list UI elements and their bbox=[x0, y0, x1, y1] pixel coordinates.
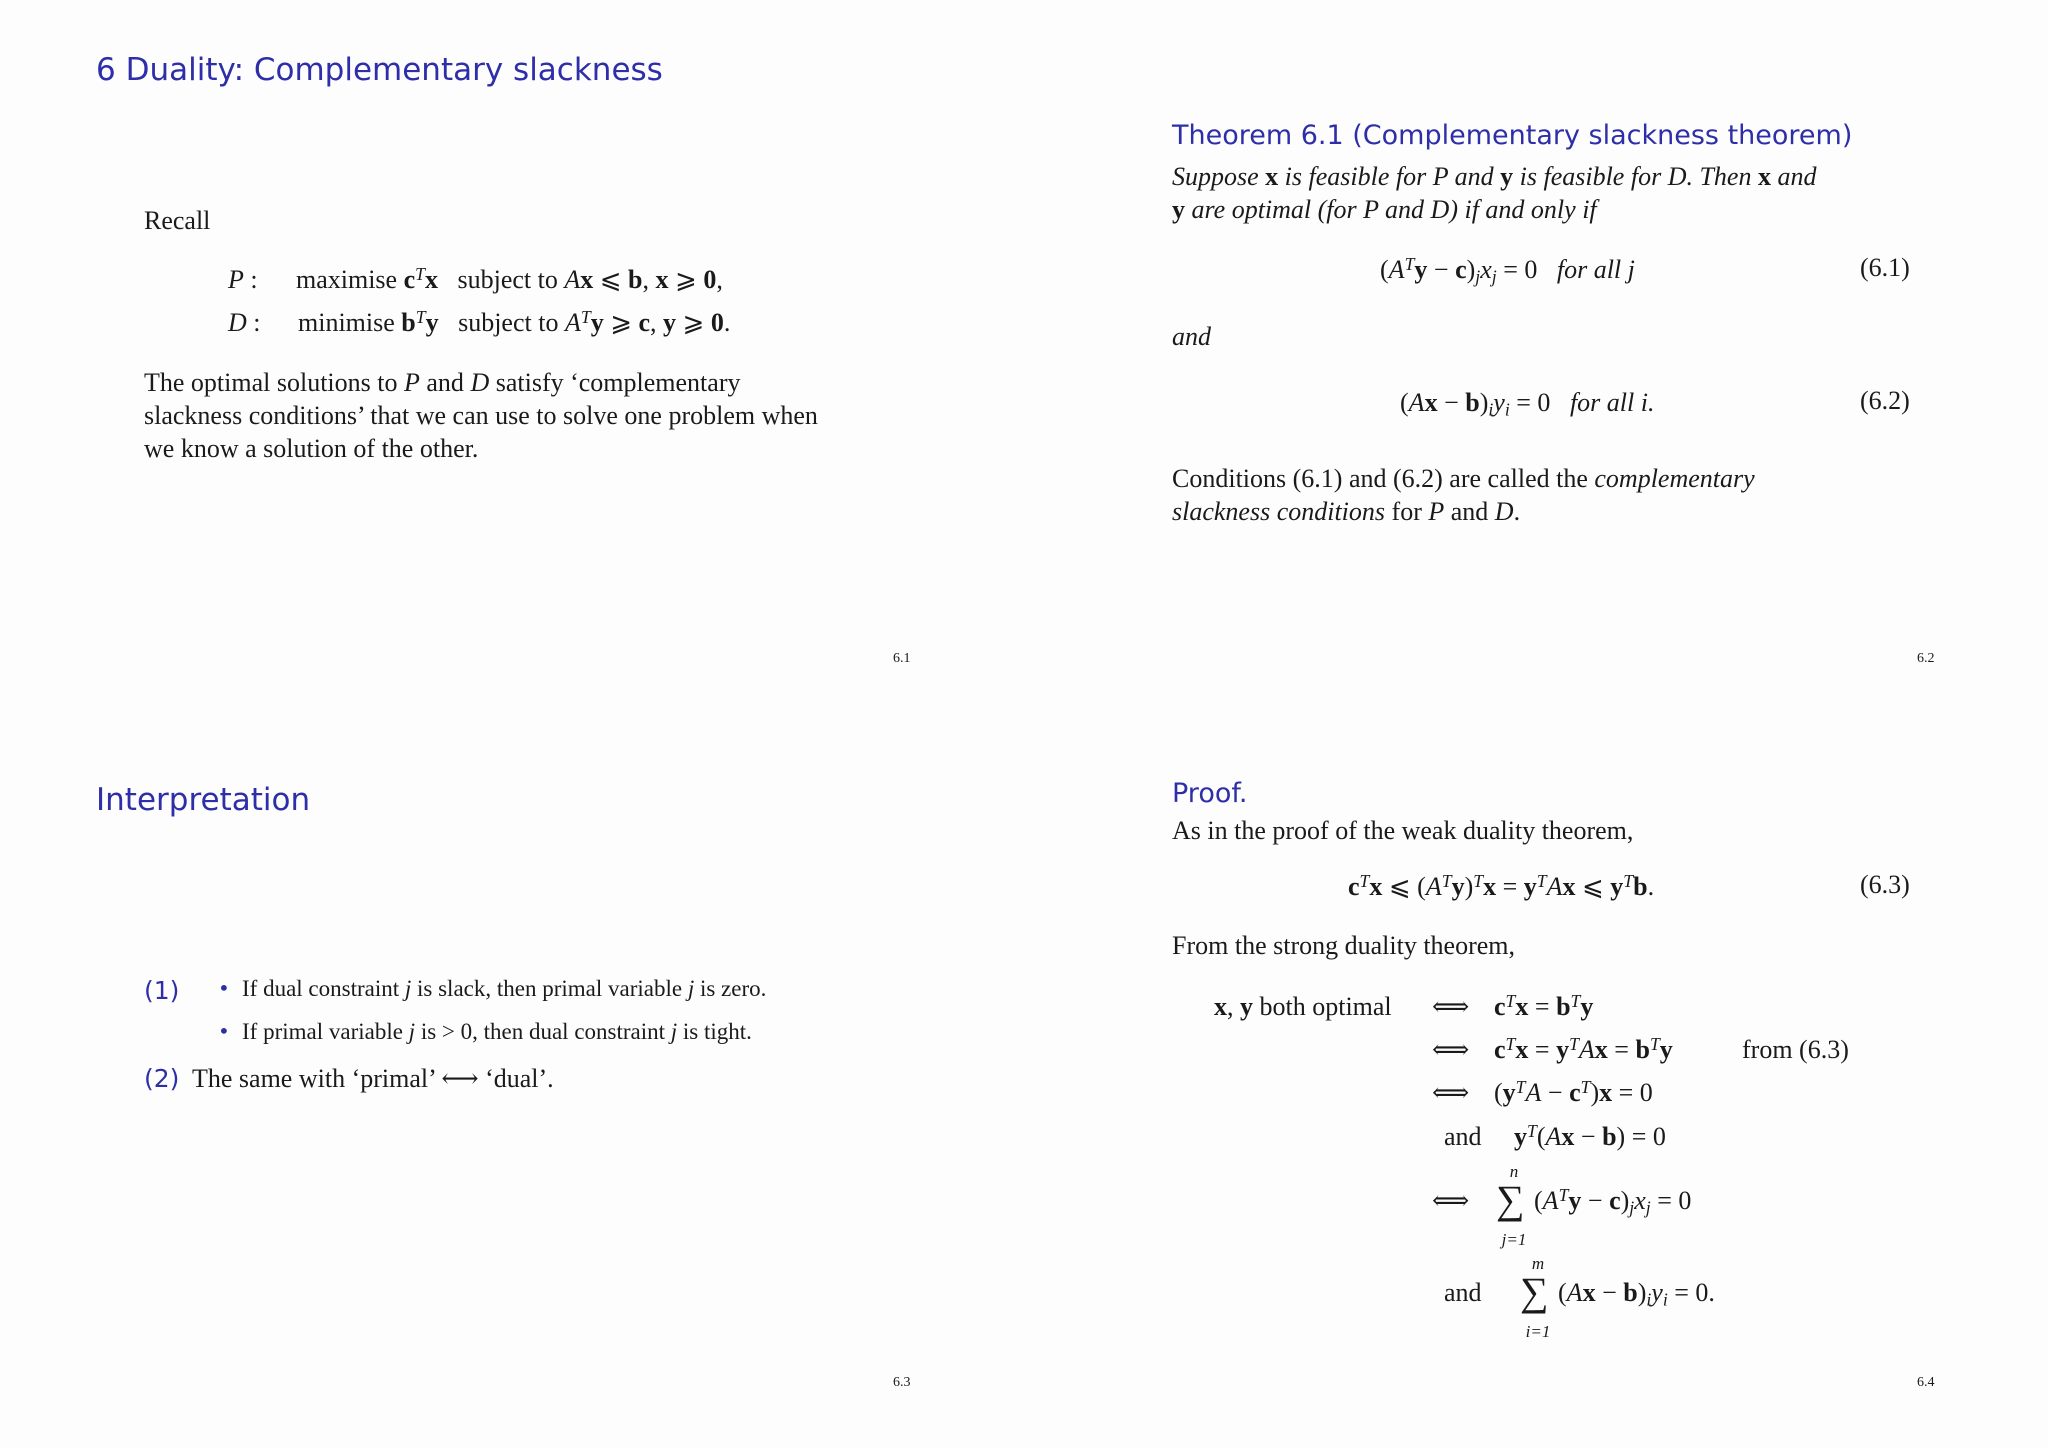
proof-title: Proof. bbox=[1172, 778, 1248, 809]
slide-1 bbox=[0, 0, 1024, 724]
iff-symbol: ⟺ bbox=[1432, 1035, 1470, 1064]
derivation-step: $(y^TA - c^T)x = 0$ bbox=[1494, 1077, 1653, 1107]
page-number: 6.1 bbox=[893, 651, 911, 666]
item-label: (1) bbox=[144, 976, 180, 1005]
strong-duality-line: From the strong duality theorem, bbox=[1172, 931, 1516, 960]
bullet-icon: • bbox=[218, 1019, 230, 1043]
summation-symbol: n ∑ j=1 bbox=[1496, 1162, 1527, 1249]
iff-symbol: ⟺ bbox=[1432, 1186, 1470, 1215]
page-number: 6.2 bbox=[1917, 651, 1935, 666]
equation-number: (6.3) bbox=[1860, 870, 1910, 899]
derivation-step: $(Ax - b)_iy_i = 0$. bbox=[1558, 1278, 1715, 1310]
slide-2 bbox=[1024, 0, 2048, 724]
equation-6-3: $c^Tx$ ⩽ $(A^Ty)^Tx = y^TAx$ ⩽ $y^Tb$. bbox=[1348, 871, 1655, 901]
summation-symbol: m ∑ i=1 bbox=[1520, 1254, 1551, 1341]
slide-title: 6 Duality: Complementary slackness bbox=[96, 52, 663, 88]
sum-upper-limit: m bbox=[1531, 1254, 1545, 1273]
dual-label: D : bbox=[228, 308, 261, 337]
paragraph-line: The optimal solutions to P and D satisfy ‘complementary bbox=[144, 368, 741, 397]
iff-symbol: ⟺ bbox=[1432, 1078, 1470, 1107]
dual-problem: minimise $b^Ty$ subject to $A^Ty$ ⩾ c, y ⩾ 0. bbox=[298, 307, 731, 337]
bullet-text: If primal variable j is > 0, then dual constraint j is tight. bbox=[242, 1019, 752, 1044]
derivation-note: from (6.3) bbox=[1742, 1035, 1849, 1064]
theorem-title: Theorem 6.1 (Complementary slackness theorem) bbox=[1172, 120, 1853, 151]
slide-title: Interpretation bbox=[96, 782, 311, 818]
sum-lower-limit: j=1 bbox=[1501, 1230, 1527, 1249]
derivation-lhs: x, y both optimal bbox=[1214, 992, 1392, 1021]
slide-4 bbox=[1024, 724, 2048, 1448]
sum-lower-limit: i=1 bbox=[1525, 1322, 1551, 1341]
page-number: 6.3 bbox=[893, 1375, 911, 1390]
derivation-step: $(A^Ty - c)_jx_j = 0$ bbox=[1534, 1185, 1692, 1218]
theorem-statement-line: Suppose x is feasible for P and y is feasible for D. Then x and bbox=[1172, 162, 1817, 191]
recall-label: Recall bbox=[144, 206, 211, 235]
conditions-line: Conditions (6.1) and (6.2) are called the complementary bbox=[1172, 464, 1755, 493]
item-text: The same with ‘primal’ ⟷ ‘dual’. bbox=[192, 1064, 554, 1093]
iff-symbol: ⟺ bbox=[1432, 992, 1470, 1021]
primal-label: P : bbox=[228, 265, 258, 294]
derivation-step: $c^Tx = b^Ty$ bbox=[1494, 991, 1594, 1021]
derivation-step: $c^Tx = y^TAx = b^Ty$ bbox=[1494, 1034, 1673, 1064]
sum-upper-limit: n bbox=[1509, 1162, 1519, 1181]
page-number: 6.4 bbox=[1917, 1375, 1935, 1390]
equation-6-2: $(Ax - b)_iy_i = 0$ for all i. bbox=[1400, 388, 1655, 420]
and-label: and bbox=[1444, 1122, 1482, 1151]
and-label: and bbox=[1172, 322, 1211, 351]
slide-3 bbox=[0, 724, 1024, 1448]
derivation-step: $y^T(Ax - b) = 0$ bbox=[1514, 1121, 1666, 1151]
paragraph-line: we know a solution of the other. bbox=[144, 434, 479, 463]
item-label: (2) bbox=[144, 1064, 180, 1093]
proof-intro: As in the proof of the weak duality theorem, bbox=[1172, 816, 1634, 845]
bullet-icon: • bbox=[218, 976, 230, 1000]
equation-6-1: $(A^Ty - c)_jx_j = 0$ for all j bbox=[1380, 254, 1635, 287]
primal-problem: maximise $c^Tx$ subject to Ax ⩽ b, x ⩾ 0, bbox=[296, 264, 723, 294]
conditions-line: slackness conditions for P and D. bbox=[1172, 497, 1521, 526]
equation-number: (6.1) bbox=[1860, 253, 1910, 282]
and-label: and bbox=[1444, 1278, 1482, 1307]
equation-number: (6.2) bbox=[1860, 386, 1910, 415]
theorem-statement-line: y are optimal (for P and D) if and only if bbox=[1172, 195, 1597, 224]
paragraph-line: slackness conditions’ that we can use to solve one problem when bbox=[144, 401, 818, 430]
bullet-text: If dual constraint j is slack, then primal variable j is zero. bbox=[242, 976, 767, 1001]
